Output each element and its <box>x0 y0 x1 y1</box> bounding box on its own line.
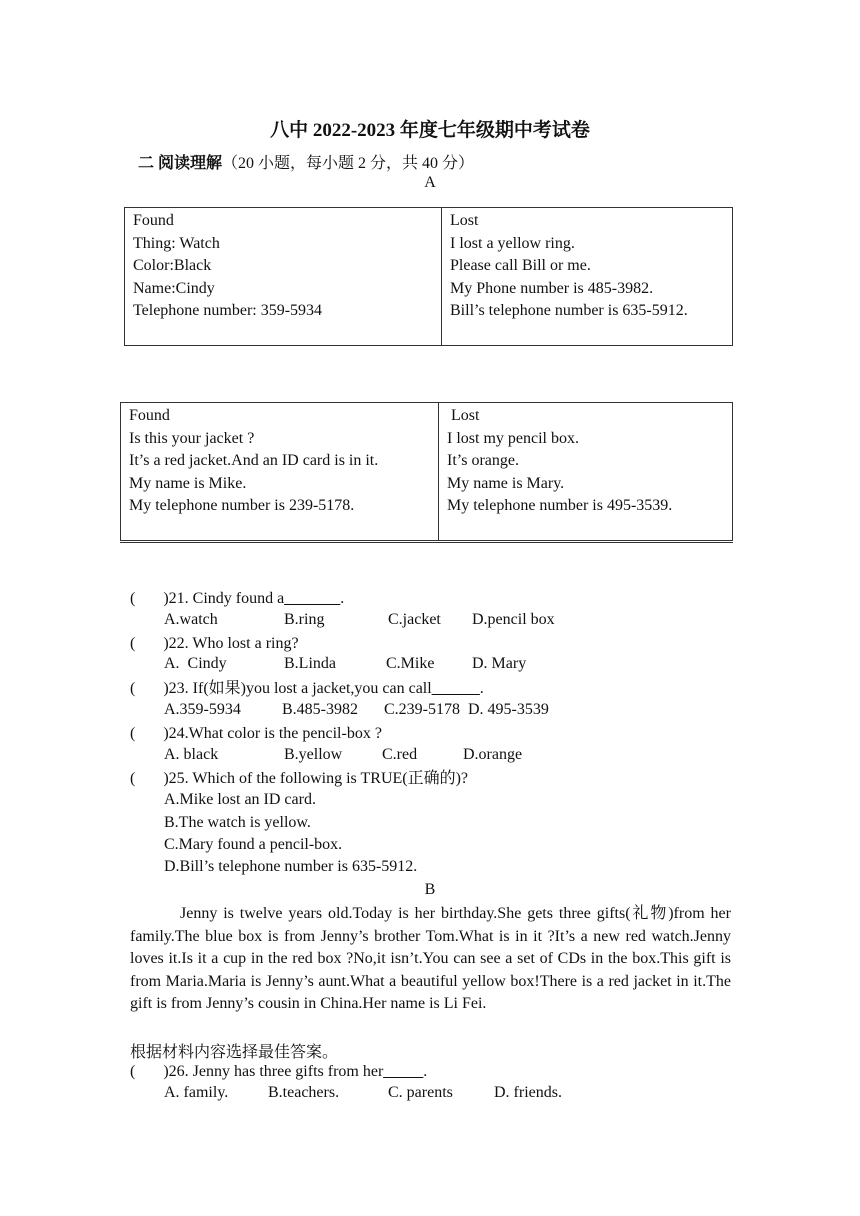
option-b[interactable]: B.teachers. <box>268 1084 340 1101</box>
question-tail: . <box>340 590 345 607</box>
answer-paren[interactable]: ( ) <box>130 725 169 742</box>
notice-line: Found <box>129 407 170 424</box>
question-25 <box>130 768 468 790</box>
reading-passage: Jenny is twelve years old.Today is her birthday.She gets three gifts(礼物)from her family.The blue box is from Jenny’s brother Tom.What is in it ?It’s a new red watch.Jenny loves it.Is it a cup in the red box ?No,it isn’t.You can see a set of CDs in the box.This gift is from Maria.Maria is Jenny’s aunt.What a beautiful yellow box!There is a red jacket in it.The gift is from Jenny’s cousin in China.Her name is Li Fei. <box>130 905 731 1012</box>
option-d[interactable]: D. Mary <box>472 655 527 672</box>
option-b[interactable]: B.485-3982 <box>282 701 358 718</box>
instruction: 根据材料内容选择最佳答案。 <box>130 1044 339 1061</box>
notice-table-1 <box>124 207 733 346</box>
notice-line: It’s a red jacket.And an ID card is in it. <box>129 452 379 469</box>
notice-line: Found <box>133 212 174 229</box>
option-b[interactable]: B.The watch is yellow. <box>164 814 311 831</box>
answer-paren[interactable]: ( ) <box>130 590 169 607</box>
question-22 <box>130 633 299 655</box>
answer-paren[interactable]: ( ) <box>130 635 169 652</box>
question-tail: . <box>423 1063 428 1080</box>
found-notice-2 <box>121 403 439 542</box>
question-26 <box>130 1061 427 1083</box>
answer-blank: _______ <box>284 590 341 607</box>
question-24 <box>130 723 382 745</box>
part-b-label: B <box>424 881 436 898</box>
question-23 <box>130 678 484 700</box>
notice-table-2 <box>120 402 733 543</box>
answer-paren[interactable]: ( ) <box>130 680 169 697</box>
section-title: 二 阅读理解 <box>138 155 223 172</box>
notice-line: Lost <box>447 407 480 424</box>
option-d[interactable]: D. friends. <box>494 1084 562 1101</box>
part-a-label: A <box>424 174 436 191</box>
notice-line: My name is Mary. <box>447 474 565 492</box>
question-text: 21. Cindy found a <box>168 590 285 607</box>
option-b[interactable]: B.Linda <box>284 655 336 672</box>
option-c[interactable]: C.jacket <box>388 611 441 628</box>
notice-line: My name is Mike. <box>129 474 247 492</box>
question-21 <box>130 588 344 610</box>
option-a[interactable]: A. black <box>164 746 219 763</box>
found-notice-1 <box>125 208 442 346</box>
notice-line: Thing: Watch <box>133 234 220 252</box>
option-c[interactable]: C.red <box>382 746 418 763</box>
option-b[interactable]: B.ring <box>284 611 325 628</box>
lost-notice-2 <box>439 403 733 542</box>
notice-line: I lost a yellow ring. <box>450 234 575 252</box>
answer-blank: _____ <box>383 1063 424 1080</box>
question-text: 26. Jenny has three gifts from her <box>168 1063 384 1080</box>
notice-line: Name:Cindy <box>133 279 215 297</box>
answer-paren[interactable]: ( ) <box>130 770 169 787</box>
answer-blank: ______ <box>431 680 480 697</box>
exam-title: 八中 2022-2023 年度七年级期中考试卷 <box>270 120 590 141</box>
notice-line: My Phone number is 485-3982. <box>450 279 654 297</box>
notice-line: Is this your jacket ? <box>129 429 255 447</box>
question-text: 23. If(如果)you lost a jacket,you can call <box>168 680 432 697</box>
option-c[interactable]: C.239-5178 <box>384 701 460 718</box>
option-c[interactable]: C.Mary found a pencil-box. <box>164 836 343 853</box>
section-note: （20 小题，每小题 2 分，共 40 分） <box>222 155 475 172</box>
notice-line: Color:Black <box>133 257 212 274</box>
notice-line: My telephone number is 239-5178. <box>129 497 355 514</box>
notice-line: My telephone number is 495-3539. <box>447 497 673 514</box>
option-a[interactable]: A. family. <box>164 1084 229 1101</box>
question-text: 25. Which of the following is TRUE(正确的)? <box>168 770 469 787</box>
option-a[interactable]: A.359-5934 <box>164 701 241 718</box>
notice-line: Please call Bill or me. <box>450 257 591 274</box>
answer-paren[interactable]: ( ) <box>130 1063 169 1080</box>
option-d[interactable]: D.pencil box <box>472 611 555 628</box>
notice-line: I lost my pencil box. <box>447 429 579 447</box>
option-a[interactable]: A. Cindy <box>164 655 227 672</box>
option-d[interactable]: D.Bill’s telephone number is 635-5912. <box>164 858 418 875</box>
question-text: 22. Who lost a ring? <box>168 635 299 652</box>
lost-notice-1 <box>442 208 733 346</box>
option-d[interactable]: D.orange <box>463 746 523 763</box>
notice-line: Lost <box>450 212 479 229</box>
section-heading <box>138 150 474 173</box>
option-d[interactable]: D. 495-3539 <box>468 701 549 718</box>
option-b[interactable]: B.yellow <box>284 746 343 763</box>
notice-line: It’s orange. <box>447 452 519 469</box>
option-a[interactable]: A.Mike lost an ID card. <box>164 791 316 808</box>
notice-line: Bill’s telephone number is 635-5912. <box>450 302 688 319</box>
question-tail: . <box>479 680 484 697</box>
option-a[interactable]: A.watch <box>164 611 218 628</box>
question-text: 24.What color is the pencil-box ? <box>168 725 382 742</box>
notice-line: Telephone number: 359-5934 <box>133 302 323 319</box>
option-c[interactable]: C.Mike <box>386 655 435 672</box>
option-c[interactable]: C. parents <box>388 1084 453 1101</box>
